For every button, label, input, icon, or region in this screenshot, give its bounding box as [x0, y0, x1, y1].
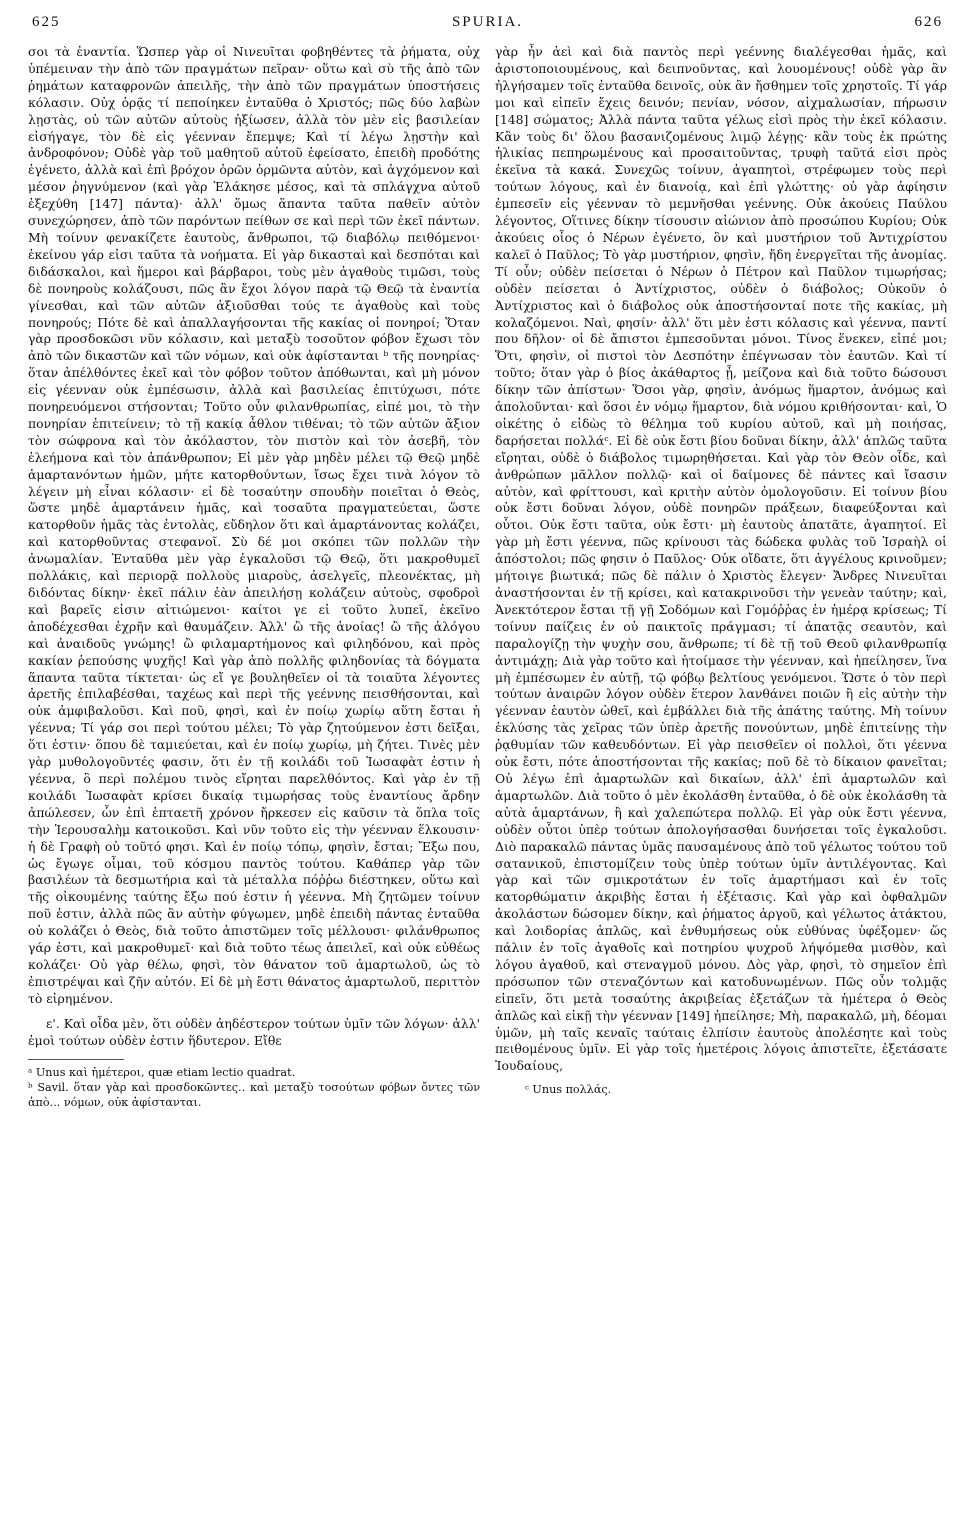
left-column: [28, 44, 480, 1110]
right-paragraph-main: γὰρ ἦν ἀεὶ καὶ διὰ παντὸς περὶ γεέννης διαλέγεσθαι ἡμᾶς, καὶ ἀριστοποιουμένους, καὶ δειπνοῦντας, καὶ λουομένους! οὐδὲ γὰρ ἂν ἠλγήσαμεν τοῖς ἐνταῦθα δεινοῖς, οὐκ ἂν ἤσθημεν τοῖς χρηστοῖς. Τί γάρ μοι καὶ εἰπεῖν ἔχεις δεινόν; πενίαν, νόσον, αἰχμαλωσίαν, πήρωσιν [148] σώματος; Ἀλλὰ πάντα ταῦτα γέλως εἰσὶ πρὸς τὴν ἐκεῖ κόλασιν. Κἂν τοὺς δι' ὅλου βασανιζομένους λιμῷ λέγῃς· κἂν τοὺς ἐκ πρώτης ἡλικίας πεπηρωμένους καὶ προσαιτοῦντας, τρυφὴ ταῦτά εἰσι πρὸς ἐκεῖνα τὰ κακά. Συνεχῶς τοίνυν, ἀγαπητοὶ, στρέφωμεν τοὺς περὶ τούτων λόγους, καὶ ἐν διανοίᾳ, καὶ ἐπὶ γλώττης· οὐ γὰρ ἀφίησιν ἐμπεσεῖν εἰς γέενναν τὸ μεμνῆσθαι γεέννης. Οὐκ ἀκούεις Παύλου λέγοντος, Οἵτινες δίκην τίσουσιν αἰώνιον ἀπὸ προσώπου Κυρίου; Οὐκ ἀκούεις οἷος ὁ Νέρων ἐγένετο, ὃν καὶ μυστήριον τοῦ Ἀντιχρίστου καλεῖ ὁ Παῦλος; Τὸ γὰρ μυστήριον, φησὶν, ἤδη ἐνεργεῖται τῆς ἀνομίας. Τί οὖν; οὐδὲν πείσεται ὁ Νέρων ὁ Πέτρον καὶ Παῦλον τιμωρήσας; οὐδὲν πείσεται ὁ Ἀντίχριστος, οὐδὲν ὁ διάβολος; Οὐκοῦν ὁ Ἀντίχριστος καὶ ὁ διάβολος οὐκ ἀποστήσονταί ποτε τῆς κακίας, μὴ κολαζόμενοι. Ναὶ, φησίν· ἀλλ' ὅτι μὲν ἐστι κόλασις καὶ γέεννα, παντί που δῆλον· οἱ δὲ ἄπιστοι ἐμπεσοῦνται μόνοι. Τίνος ἕνεκεν, εἰπέ μοι; Ὅτι, φησὶν, οἱ πιστοὶ τὸν Δεσπότην ἐπέγνωσαν τὸν ἑαυτῶν. Καὶ τί τοῦτο; ὅταν γὰρ ὁ βίος ἀκάθαρτος ᾖ, μείζονα καὶ διὰ τοῦτο δώσουσι δίκην τῶν ἀπίστων· Ὅσοι γὰρ, φησὶν, ἀνόμως ἥμαρτον, ἀνόμως καὶ ἀπολοῦνται· καὶ ὅσοι ἐν νόμῳ ἥμαρτον, διὰ νόμου κριθήσονται· καὶ, Ὁ οἰκέτης ὁ εἰδὼς τὸ θέλημα τοῦ κυρίου αὐτοῦ, καὶ μὴ ποιήσας, δαρήσεται πολλάᶜ. Εἰ δὲ οὐκ ἔστι βίου δοῦναι δίκην, ἀλλ' ἁπλῶς ταῦτα εἴρηται, οὐδὲ ὁ διάβολος τιμωρηθήσεται. Καὶ γὰρ τὸν Θεὸν οἶδε, καὶ ἀνθρώπων μᾶλλον πολλῷ· καὶ οἱ δαίμονες δὲ πάντες καὶ ἴσασιν αὐτὸν, καὶ φρίττουσι, καὶ κριτὴν αὐτὸν ὁμολογοῦσιν. Εἰ τοίνυν βίου οὐκ ἔστι δοῦναι λόγον, οὐδὲ πονηρῶν πράξεων, διαφεύξονται καὶ οὗτοι. Οὐκ ἔστι ταῦτα, οὐκ ἔστι· μὴ ἑαυτοὺς ἀπατᾶτε, ἀγαπητοί. Εἰ γὰρ μὴ ἔστι γέεννα, πῶς κρίνουσι τὰς δώδεκα φυλὰς τοῦ Ἰσραὴλ οἱ ἀπόστολοι; πῶς φησιν ὁ Παῦλος· Οὐκ οἴδατε, ὅτι ἀγγέλους κρινοῦμεν; μήτοιγε βιωτικά; πῶς δὲ πάλιν ὁ Χριστὸς ἔλεγεν· Ἄνδρες Νινευῖται ἀναστήσονται ἐν τῇ κρίσει, καὶ κατακρινοῦσι τὴν γενεὰν ταύτην; καὶ, Ἀνεκτότερον ἔσται τῇ γῇ Σοδόμων καὶ Γομόῤῥας ἐν ἡμέρᾳ κρίσεως; Τί τοίνυν παίζεις ἐν οὐ παικτοῖς πράγμασι; τί ἀπατᾷς σεαυτὸν, καὶ παραλογίζῃ τὴν ψυχὴν σου, ἄνθρωπε; τί δὲ τῇ τοῦ Θεοῦ φιλανθρωπίᾳ ἀντιμάχῃ; Διὰ γὰρ τοῦτο καὶ ἡτοίμασε τὴν γέενναν, καὶ ἠπείλησεν, ἵνα μὴ ἐμπέσωμεν ἐν αὐτῇ, τῷ φόβῳ βελτίους γενόμενοι. Ὥστε ὁ τὸν περὶ τούτων ἀναιρῶν λόγον οὐδὲν ἕτερον λανθάνει ποιῶν ἢ εἰς αὐτὴν τὴν γέενναν ἑαυτὸν ὠθεῖ, καὶ ἐμβάλλει διὰ τῆς ἀπάτης ταύτης. Μὴ τοίνυν ἐκλύσης τὰς χεῖρας τῶν ὑπὲρ ἀρετῆς πονούντων, μηδὲ ἐπιτείνῃς τὴν ῥᾳθυμίαν τῶν καθευδόντων. Εἰ γὰρ πεισθεῖεν οἱ πολλοὶ, ὅτι γέεννα οὐκ ἔστι, πότε ἀποστήσονται τῆς κακίας; ποῦ δὲ τὸ δίκαιον φανεῖται; Οὐ λέγω ἐπὶ ἁμαρτωλῶν καὶ δικαίων, ἀλλ' ἐπὶ ἁμαρτωλῶν καὶ ἁμαρτωλῶν. Διὰ τοῦτο ὁ μὲν ἐκολάσθη ἐνταῦθα, ὁ δὲ οὐκ ἐκολάσθη τὰ αὐτὰ ἁμαρτάνων, ἢ καὶ χαλεπώτερα πολλῷ. Εἰ γὰρ οὐκ ἔστι γέεννα, οὐδὲν οὗτοι ὑπὲρ τούτων ἀπολογήσασθαι δυνήσεται τοῖς ἐγκαλοῦσι. Διὸ παρακαλῶ πάντας ὑμᾶς παυσαμένους ἀπὸ τοῦ γέλωτος τούτου τοῦ σατανικοῦ, ἐπιστομίζειν τοὺς ὑπὲρ τούτων ὑμῖν ἀντιλέγοντας. Καὶ γὰρ καὶ τῶν σμικροτάτων ἐν τοῖς ἁμαρτήμασι καὶ ἐν τοῖς κατορθώματιν ἀκριβὴς ἔσται ἡ ἐξέτασις. Καὶ γὰρ καὶ ὀφθαλμῶν ἀκολάστων δώσομεν δίκην, καὶ ῥήματος ἀργοῦ, καὶ γέλωτος ἀτάκτου, καὶ λοιδορίας ἁπλῶς, καὶ ἐνθυμήσεως οὐκ εὐθύνας ὑφέξομεν· ὥς πάλιν ἐν τοῖς ἀγαθοῖς καὶ ποτηρίου ψυχροῦ λήψόμεθα μισθὸν, καὶ λόγου ἀγαθοῦ, καὶ στεναγμοῦ μόνου. Δὸς γὰρ, φησὶ, τὸ σημεῖον ἐπὶ πρόσωπον τῶν στεναζόντων καὶ κατοδυνωμένων. Πῶς οὖν τολμᾷς εἰπεῖν, ὅτι μετὰ τοσαύτης ἀκριβείας ἐξετάζων τὰ ἡμέτερα ὁ Θεὸς ἁπλῶς καὶ εἰκῇ τὴν γέενναν [149] ἠπείλησε; Μὴ, παρακαλῶ, μὴ, δέομαι ὑμῶν, μὴ ταῖς κεναῖς ταύταις ἐλπίσιν ἑαυτοὺς ἀπολέσητε καὶ τοὺς πειθομένους ὑμῖν. Εἰ γὰρ τοῖς ἡμετέροις λόγοις ἀπιστεῖτε, ἐξετάσατε Ἰουδαίους,: [495, 44, 947, 1074]
page-number-right: 626: [914, 14, 943, 30]
left-paragraph-section-5: ε'. Καὶ οἶδα μὲν, ὅτι οὐδὲν ἀηδέστερον τούτων ὑμῖν τῶν λόγων· ἀλλ' ἐμοὶ τούτων οὐδὲν ἐστιν ἥδυτερον. Εἴθε: [28, 1015, 480, 1048]
left-paragraph-main: σοι τὰ ἐναντία. Ὥσπερ γὰρ οἱ Νινευῖται φοβηθέντες τὰ ῥήματα, οὐχ ὑπέμειναν τὴν ἀπὸ τῶν πραγμάτων πεῖραν· οὕτω καὶ σὺ τῆς ἀπὸ τῶν ῥημάτων καταφρονῶν ἀπειλῆς, τὴν ἀπὸ τῶν πραγμάτων ὑποστήσεις κόλασιν. Οὐχ ὁρᾷς τί πεποίηκεν ἐνταῦθα ὁ Χριστός; πῶς δύο λαβὼν λῃστὰς, οὐ τῶν αὐτῶν αὐτοὺς ἠξίωσεν, ἀλλὰ τὸν μὲν εἰς βασιλείαν εἰσήγαγε, τὸν δὲ εἰς γέενναν ἔπεμψε; Καὶ τί λέγω λῃστὴν καὶ ἀνδροφόνον; Οὐδὲ γὰρ τοῦ μαθητοῦ αὐτοῦ ἐφείσατο, ἐπειδὴ προδότης ἐγένετο, ἀλλὰ καὶ ἐπὶ βρόχον ὁρῶν ὁρμῶντα αὐτὸν, καὶ ἀγχόμενον καὶ μέσον ῥηγνύμενον (καὶ γὰρ Ἐλάκησε μέσος, καὶ τὰ σπλάγχνα αὐτοῦ ἐξεχύθη [147] πάντα)· ἀλλ' ὅμως ἅπαντα ταῦτα παθεῖν αὐτὸν συνεχώρησεν, ἀπὸ τῶν παρόντων πείθων σε καὶ περὶ τῶν ἐκεῖ πάντων. Μὴ τοίνυν φενακίζετε ἑαυτοὺς, ἄνθρωποι, τῷ διαβόλῳ πειθόμενοι· ἐκείνου γάρ εἰσι ταῦτα τὰ νοήματα. Εἰ γὰρ δικασταὶ καὶ δεσπόται καὶ διδάσκαλοι, καὶ ἥμεροι καὶ βάρβαροι, τοὺς μὲν ἀγαθοὺς τιμῶσι, τοὺς δὲ πονηροὺς κολάζουσι, πῶς ἂν ἔχοι λόγον παρὰ τῷ Θεῷ τὰ ἐναντία γίνεσθαι, καὶ τῶν αὐτῶν ἀξιοῦσθαι τούς τε ἀγαθοὺς καὶ τοὺς πονηρούς; Πότε δὲ καὶ ἀπαλλαγήσονται τῆς κακίας οἱ πονηροί; Ὅταν γὰρ προσδοκῶσι νῦν κόλασιν, καὶ μεταξὺ τοσοῦτον φόβον ἔχωσι τὸν ἀπὸ τῶν δικαστῶν καὶ τῶν νόμων, καὶ οὐκ ἀφίστανται ᵇ τῆς πονηρίας· ὅταν ἀπέλθόντες ἐκεῖ καὶ τὸν φόβον τοῦτον ἀπόθωνται, καὶ μὴ μόνον εἰς γέενναν οὐκ ἐμπέσωσιν, ἀλλὰ καὶ βασιλείας ἐπιτύχωσι, πότε πονηρευόμενοι στήσονται; Τοῦτο οὖν φιλανθρωπίας, εἰπέ μοι, τὸ τὴν πονηρίαν ἐπιτείνειν; τὸ τῇ κακίᾳ ἆθλον τιθέναι; τὸ τῶν αὐτῶν ἄξιον τὸν σώφρονα καὶ τὸν ἀκόλαστον, τὸν πιστὸν καὶ τὸν ἀσεβῆ, τὸν ἐλεήμονα καὶ τὸν ἀπάνθρωπον; Εἰ μὲν γὰρ μηδὲν μέλει τῷ Θεῷ μηδὲ ἁμαρτανόντων ἡμῶν, μήτε κατορθούντων, ἴσως ἔχει τινὰ λόγον τὸ λέγειν μὴ εἶναι κόλασιν· εἰ δὲ τοσαύτην σπουδὴν ποιεῖται ὁ Θεὸς, ὥστε μηδὲ ἁμαρτάνειν ἡμᾶς, καὶ τοσαῦτα πραγματεύεται, ὥστε κατορθοῦν ἡμᾶς τὰς ἐντολὰς, εὔδηλον ὅτι καὶ ἁμαρτάνοντας κολάζει, καὶ κατορθοῦντας στεφανοῖ. Σὺ δέ μοι σκόπει τῶν πολλῶν τὴν ἀνωμαλίαν. Ἐνταῦθα μὲν γὰρ ἐγκαλοῦσι τῷ Θεῷ, ὅτι μακροθυμεῖ πολλάκις, καὶ περιορᾷ πολλοὺς μιαροὺς, ἀσελγεῖς, πλεονέκτας, μὴ διδόντας δίκην· ἐκεῖ πάλιν ἐὰν ἀπειλήσῃ κολάζειν αὐτοὺς, σφοδροὶ καὶ βαρεῖς εἰσιν αἰτιώμενοι· καίτοι γε εἰ τοῦτο λυπεῖ, ἐκεῖνο ἀποδέχεσθαι ἐχρῆν καὶ θαυμάζειν. Ἀλλ' ὢ τῆς ἀνοίας! ὢ τῆς ἀλόγου καὶ ἀναιδοῦς γνώμης! ὢ φιλαμαρτήμονος καὶ φιληδόνου, καὶ πρὸς κακίαν ῥεπούσης ψυχῆς! Καὶ γὰρ ἀπὸ πολλῆς φιληδονίας τὰ δόγματα ἅπαντα ταῦτα τίκτεται· ὡς εἴ γε βουληθεῖεν οἱ τὰ τοιαῦτα λέγοντες ἀρετῆς ἐπιλαβέσθαι, ταχέως καὶ περὶ τῆς γεέννης πεισθήσονται, καὶ οὐκ ἀμφιβαλοῦσι. Καὶ ποῦ, φησὶ, καὶ ἐν ποίῳ χωρίῳ αὕτη ἔσται ἡ γέεννα; Τί γάρ σοι περὶ τούτου μέλει; Τὸ γὰρ ζητούμενον ἐστι δεῖξαι, ὅτι ἐστιν· ὅπου δὲ ταμιεύεται, καὶ ἐν ποίῳ χωρίῳ, μὴ ζήτει. Τινὲς μὲν γὰρ μυθολογοῦντές φασιν, ὅτι ἐν τῇ κοιλάδι τοῦ Ἰωσαφὰτ ἐστιν ἡ γέεννα, ὃ περὶ πολέμου τινὸς εἴρηται παρελθόντος. Καὶ γὰρ ἐν τῇ κοιλάδι Ἰωσαφὰτ κρίσει δικαίᾳ τιμωρήσας τοὺς ἐναντίους ἄρδην ἀπώλεσεν, ὧν ἐπὶ ἑπταετῆ χρόνον ἤρκεσεν εἰς καῦσιν τὰ ὅπλα τοῖς τὴν Ἱερουσαλὴμ κατοικοῦσι. Καὶ νῦν τοῦτο εἰς τὴν γέενναν ἕλκουσιν· ἡ δὲ Γραφὴ οὐ τοῦτό φησι. Καὶ ἐν ποίῳ τόπῳ, φησὶν, ἔσται; Ἔξω που, ὡς ἔγωγε οἶμαι, τοῦ κόσμου παντὸς τούτου. Καθάπερ γὰρ τῶν βασιλέων τὰ δεσμωτήρια καὶ τὰ μέταλλα πόῤῥω διέστηκεν, οὕτω καὶ τῆς οἰκουμένης ταύτης ἔξω πού ἐστιν ἡ γέεννα. Μὴ ζητῶμεν τοίνυν ποῦ ἐστιν, ἀλλὰ πῶς ἂν αὐτὴν φύγωμεν, μηδὲ ἐπειδὴ πάντας ἐνταῦθα οὐ κολάζει ὁ Θεὸς, διὰ τοῦτο ἀπιστῶμεν τοῖς μέλλουσι· φιλάνθρωπος γάρ ἐστι, καὶ μακροθυμεῖ· καὶ διὰ τοῦτο τέως ἀπειλεῖ, καὶ οὐκ εὐθέως κολάζει· Οὐ γὰρ θέλω, φησὶ, τὸν θάνατον τοῦ ἁμαρτωλοῦ, ὡς τὸ ἐπιστρέψαι καὶ ζῆν αὐτόν. Εἰ δὲ μὴ ἔστι θάνατος ἁμαρτωλοῦ, περιττὸν τὸ εἰρημένον.: [28, 44, 480, 1006]
footnote-c: ᶜ Unus πολλάς.: [525, 1083, 612, 1097]
right-column: [495, 44, 947, 1098]
page-number-left: 625: [32, 14, 61, 30]
footnote-b: ᵇ Savil. ὅταν γὰρ καὶ προσδοκῶντες.. καὶ μεταξὺ τοσούτων φόβων ὄντες τῶν ἀπὸ... νόμων, οὐκ ἀφίστανται.: [28, 1081, 480, 1109]
text-columns: [28, 44, 947, 1494]
footnote-rule: [28, 1059, 124, 1060]
running-title: SPURIA.: [451, 14, 524, 30]
page-header: [28, 14, 947, 40]
footnote-a: ᵃ Unus καὶ ἡμέτεροι, quæ etiam lectio quadrat.: [28, 1066, 296, 1080]
